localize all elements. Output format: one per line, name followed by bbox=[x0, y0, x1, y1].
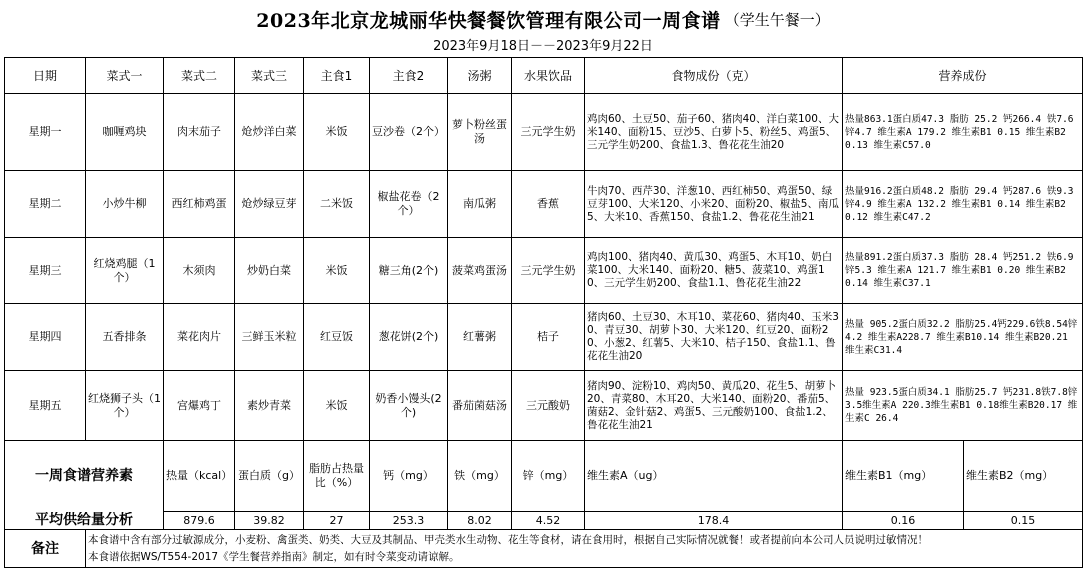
table-row-day-5 bbox=[5, 371, 1083, 441]
dish1-cell: 咖喱鸡块 bbox=[86, 94, 164, 171]
date-range: 2023年9月18日－－2023年9月22日 bbox=[433, 39, 653, 54]
table-row-day-3 bbox=[5, 238, 1083, 304]
ingredients-cell: 牛肉70、西芹30、洋葱10、西红柿50、鸡蛋50、绿豆芽100、大米120、小米20、面粉20、椒盐5、南瓜5、大米10、香蕉150、食盐1.2、鲁花花生油21 bbox=[585, 171, 843, 238]
header-staple1: 主食1 bbox=[304, 58, 370, 94]
ingredients-cell: 鸡肉60、土豆50、茄子60、猪肉40、洋白菜100、大米140、面粉15、豆沙5、白萝卜5、粉丝5、鸡蛋5、三元学生奶200、食盐1.3、鲁花花生油20 bbox=[585, 94, 843, 171]
summary-col-vitamin-b2: 维生素B2（mg） bbox=[964, 441, 1083, 512]
nutrition-cell: 热量891.2蛋白质37.3 脂肪 28.4 钙251.2 铁6.9 锌5.3 维生素A 121.7 维生素B1 0.20 维生素B2 0.14 维生素C37.1 bbox=[843, 238, 1083, 304]
dish1-cell: 红烧鸡腿（1个） bbox=[86, 238, 164, 304]
dish2-cell: 西红柿鸡蛋 bbox=[164, 171, 235, 238]
staple2-cell: 豆沙卷（2个） bbox=[370, 94, 448, 171]
ingredients-cell: 猪肉90、淀粉10、鸡肉50、黄瓜20、花生5、胡萝卜20、青菜80、木耳20、大米140、面粉20、番茄5、菌菇2、金针菇2、鸡蛋5、三元酸奶100、食盐1.2、鲁花花生油21 bbox=[585, 371, 843, 441]
nutrition-cell: 热量 923.5蛋白质34.1 脂肪25.7 钙231.8铁7.8锌3.5维生素A 220.3维生素B1 0.18维生素B20.17 维生素C 26.4 bbox=[843, 371, 1083, 441]
notes-line-1: 本食谱中含有部分过敏源成分，小麦粉、禽蛋类、奶类、大豆及其制品、甲壳类水生动物、花生等食材，请在食用时，根据自己实际情况就餐！或者提前向本公司人员说明过敏情况！ bbox=[88, 533, 928, 546]
ingredients-cell: 猪肉60、土豆30、木耳10、菜花60、猪肉40、玉米30、青豆30、胡萝卜30、大米120、红豆20、面粉20、小葱2、红薯5、大米10、桔子150、食盐1.1、鲁花花生油20 bbox=[585, 304, 843, 371]
dish3-cell: 三鲜玉米粒 bbox=[235, 304, 304, 371]
staple1-cell: 二米饭 bbox=[304, 171, 370, 238]
table-row-day-1 bbox=[5, 94, 1083, 171]
dish1-cell: 小炒牛柳 bbox=[86, 171, 164, 238]
dish3-cell: 素炒青菜 bbox=[235, 371, 304, 441]
page-subtitle: （学生午餐一） bbox=[724, 10, 830, 29]
soup-cell: 番茄菌菇汤 bbox=[448, 371, 512, 441]
summary-val-protein: 39.82 bbox=[235, 512, 304, 530]
dish3-cell: 炝炒绿豆芽 bbox=[235, 171, 304, 238]
header-row bbox=[5, 58, 1083, 94]
day-cell: 星期二 bbox=[5, 171, 86, 238]
summary-val-vitamin-b2: 0.15 bbox=[964, 512, 1083, 530]
table-row-day-2 bbox=[5, 171, 1083, 238]
drink-cell: 三元学生奶 bbox=[512, 94, 585, 171]
day-cell: 星期三 bbox=[5, 238, 86, 304]
header-staple2: 主食2 bbox=[370, 58, 448, 94]
staple1-cell: 米饭 bbox=[304, 94, 370, 171]
drink-cell: 桔子 bbox=[512, 304, 585, 371]
notes-line-2: 本食谱依据WS/T554-2017《学生餐营养指南》制定，如有时令菜变动请谅解。 bbox=[88, 550, 460, 563]
dish3-cell: 炒奶白菜 bbox=[235, 238, 304, 304]
header-ingredients: 食物成份（克） bbox=[585, 58, 843, 94]
summary-val-calcium: 253.3 bbox=[370, 512, 448, 530]
nutrition-cell: 热量 905.2蛋白质32.2 脂肪25.4钙229.6铁8.54锌4.2 维生素A228.7 维生素B10.14 维生素B20.21 维生素C31.4 bbox=[843, 304, 1083, 371]
summary-col-zinc: 锌（mg） bbox=[512, 441, 585, 512]
nutrition-cell: 热量863.1蛋白质47.3 脂肪 25.2 钙266.4 铁7.6 锌4.7 维生素A 179.2 维生素B1 0.15 维生素B2 0.13 维生素C57.0 bbox=[843, 94, 1083, 171]
staple2-cell: 椒盐花卷（2个） bbox=[370, 171, 448, 238]
summary-header-row bbox=[5, 441, 1083, 512]
summary-label-1: 一周食谱营养素 bbox=[5, 441, 164, 512]
summary-val-iron: 8.02 bbox=[448, 512, 512, 530]
summary-col-protein: 蛋白质（g） bbox=[235, 441, 304, 512]
dish2-cell: 菜花肉片 bbox=[164, 304, 235, 371]
soup-cell: 红薯粥 bbox=[448, 304, 512, 371]
summary-label-2: 平均供给量分析 bbox=[5, 512, 164, 530]
menu-table bbox=[4, 57, 1083, 568]
summary-val-vitamin-a: 178.4 bbox=[585, 512, 843, 530]
drink-cell: 香蕉 bbox=[512, 171, 585, 238]
drink-cell: 三元学生奶 bbox=[512, 238, 585, 304]
summary-col-iron: 铁（mg） bbox=[448, 441, 512, 512]
staple1-cell: 红豆饭 bbox=[304, 304, 370, 371]
header-dish2: 菜式二 bbox=[164, 58, 235, 94]
dish2-cell: 宫爆鸡丁 bbox=[164, 371, 235, 441]
header-soup: 汤粥 bbox=[448, 58, 512, 94]
staple1-cell: 米饭 bbox=[304, 238, 370, 304]
drink-cell: 三元酸奶 bbox=[512, 371, 585, 441]
dish3-cell: 炝炒洋白菜 bbox=[235, 94, 304, 171]
header-drink: 水果饮品 bbox=[512, 58, 585, 94]
staple2-cell: 糖三角(2个) bbox=[370, 238, 448, 304]
summary-values-row bbox=[5, 512, 1083, 530]
summary-col-vitamin-b1: 维生素B1（mg） bbox=[843, 441, 964, 512]
summary-col-calcium: 钙（mg） bbox=[370, 441, 448, 512]
staple2-cell: 奶香小馒头(2个) bbox=[370, 371, 448, 441]
day-cell: 星期四 bbox=[5, 304, 86, 371]
nutrition-cell: 热量916.2蛋白质48.2 脂肪 29.4 钙287.6 铁9.3 锌4.9 维生素A 132.2 维生素B1 0.14 维生素B2 0.12 维生素C47.2 bbox=[843, 171, 1083, 238]
header-dish3: 菜式三 bbox=[235, 58, 304, 94]
dish2-cell: 木须肉 bbox=[164, 238, 235, 304]
day-cell: 星期一 bbox=[5, 94, 86, 171]
summary-val-zinc: 4.52 bbox=[512, 512, 585, 530]
header-dish1: 菜式一 bbox=[86, 58, 164, 94]
header-date: 日期 bbox=[5, 58, 86, 94]
notes-label: 备注 bbox=[5, 530, 86, 568]
notes-row bbox=[5, 530, 1083, 568]
dish1-cell: 五香排条 bbox=[86, 304, 164, 371]
table-row-day-4 bbox=[5, 304, 1083, 371]
title-row bbox=[0, 0, 1086, 38]
summary-val-fat-ratio: 27 bbox=[304, 512, 370, 530]
summary-col-energy: 热量（kcal） bbox=[164, 441, 235, 512]
soup-cell: 菠菜鸡蛋汤 bbox=[448, 238, 512, 304]
summary-col-fat-ratio: 脂肪占热量比（%） bbox=[304, 441, 370, 512]
staple2-cell: 葱花饼(2个) bbox=[370, 304, 448, 371]
summary-val-energy: 879.6 bbox=[164, 512, 235, 530]
page-title: 2023年北京龙城丽华快餐餐饮管理有限公司一周食谱 bbox=[256, 9, 721, 32]
notes-text bbox=[86, 530, 1083, 568]
day-cell: 星期五 bbox=[5, 371, 86, 441]
summary-val-vitamin-b1: 0.16 bbox=[843, 512, 964, 530]
dish1-cell: 红烧狮子头（1个） bbox=[86, 371, 164, 441]
header-nutrition: 营养成份 bbox=[843, 58, 1083, 94]
ingredients-cell: 鸡肉100、猪肉40、黄瓜30、鸡蛋5、木耳10、奶白菜100、大米140、面粉20、糖5、菠菜10、鸡蛋10、三元学生奶200、食盐1.1、鲁花花生油22 bbox=[585, 238, 843, 304]
soup-cell: 萝卜粉丝蛋汤 bbox=[448, 94, 512, 171]
dish2-cell: 肉末茄子 bbox=[164, 94, 235, 171]
staple1-cell: 米饭 bbox=[304, 371, 370, 441]
soup-cell: 南瓜粥 bbox=[448, 171, 512, 238]
summary-col-vitamin-a: 维生素A（ug） bbox=[585, 441, 843, 512]
